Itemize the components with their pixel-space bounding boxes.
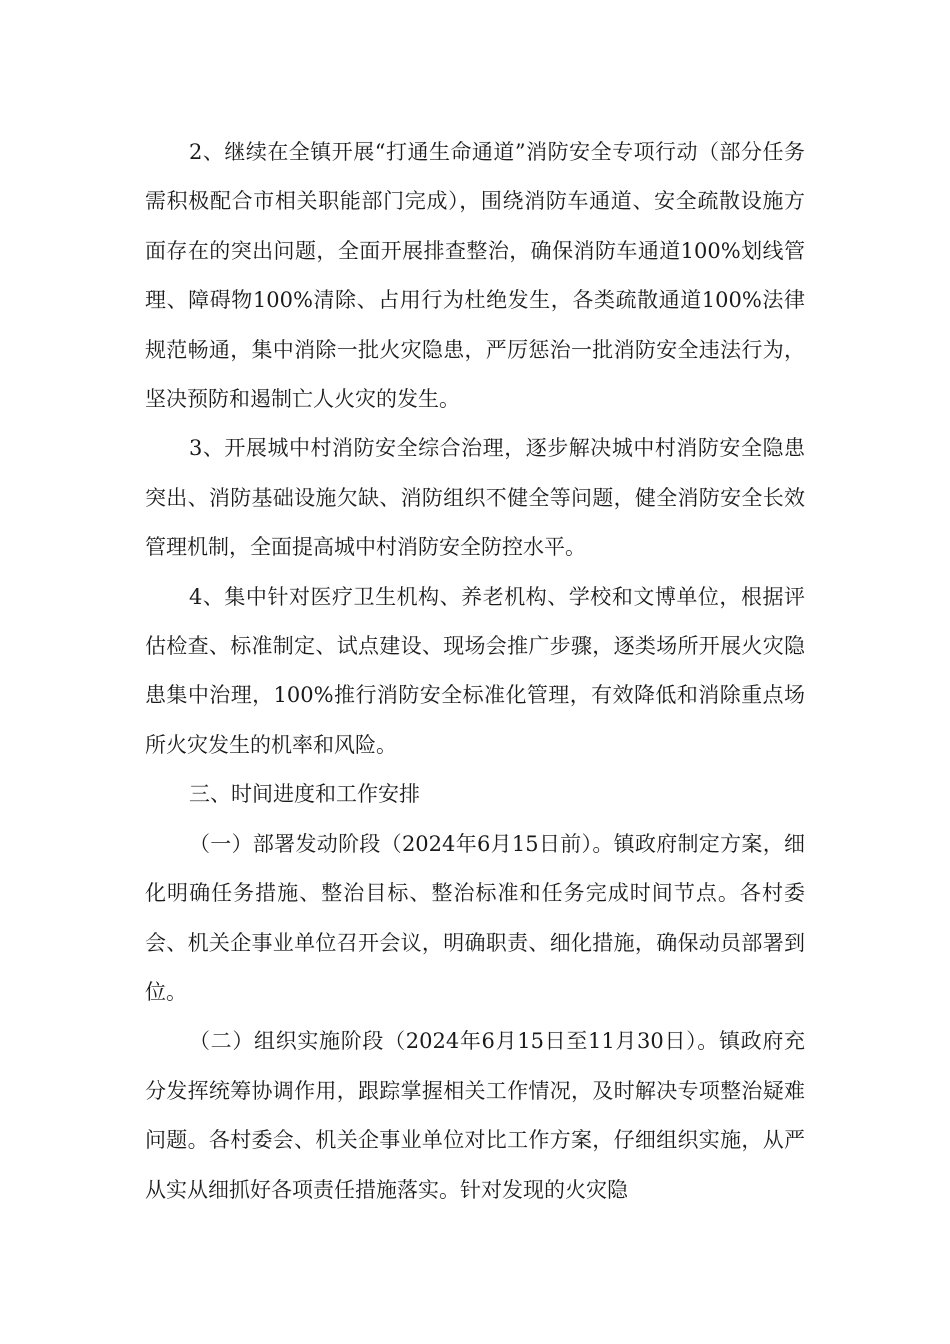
- paragraph-task-4: 4、集中针对医疗卫生机构、养老机构、学校和文博单位，根据评估检查、标准制定、试点建设、现场会推广步骤，逐类场所开展火灾隐患集中治理，100%推行消防安全标准化管理，有效降低和消除重点场所火灾发生的机率和风险。: [145, 584, 805, 757]
- paragraph-stage-2: （二）组织实施阶段（2024年6月15日至11月30日）。镇政府充分发挥统筹协调作用，跟踪掌握相关工作情况，及时解决专项整治疑难问题。各村委会、机关企事业单位对比工作方案，仔细组织实施，从严从实从细抓好各项责任措施落实。针对发现的火灾隐: [145, 1029, 805, 1202]
- section-heading-schedule: 三、时间进度和工作安排: [189, 782, 420, 807]
- document-body: [145, 128, 805, 1215]
- paragraph-stage-1: （一）部署发动阶段（2024年6月15日前）。镇政府制定方案，细化明确任务措施、整治目标、整治标准和任务完成时间节点。各村委会、机关企事业单位召开会议，明确职责、细化措施，确保动员部署到位。: [145, 831, 805, 1004]
- paragraph-task-3: 3、开展城中村消防安全综合治理，逐步解决城中村消防安全隐患突出、消防基础设施欠缺、消防组织不健全等问题，健全消防安全长效管理机制，全面提高城中村消防安全防控水平。: [145, 436, 805, 560]
- paragraph-task-2: 2、继续在全镇开展“打通生命通道”消防安全专项行动（部分任务需积极配合市相关职能部门完成），围绕消防车通道、安全疏散设施方面存在的突出问题，全面开展排查整治，确保消防车通道100%划线管理、障碍物100%清除、占用行为杜绝发生，各类疏散通道100%法律规范畅通，集中消除一批火灾隐患，严厉惩治一批消防安全违法行为，坚决预防和遏制亡人火灾的发生。: [145, 140, 805, 412]
